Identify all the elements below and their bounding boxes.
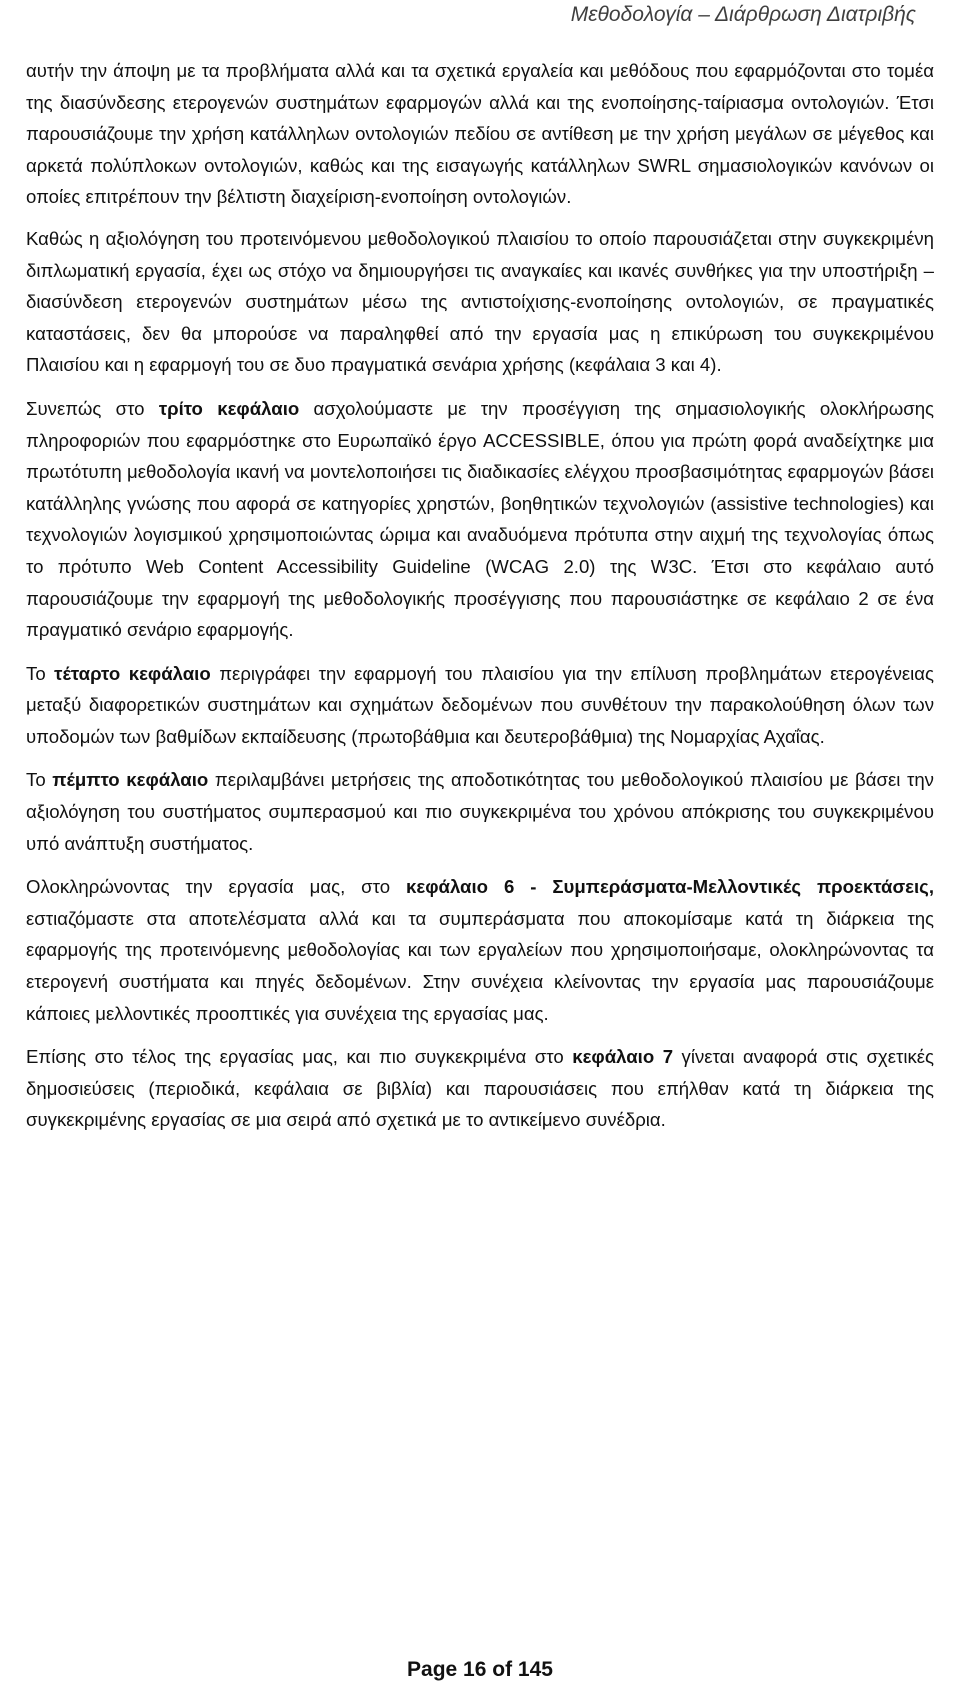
- paragraph-chapter-7-body: γίνεται αναφορά στις σχετικές δημοσιεύσεις (περιοδικά, κεφάλαια σε βιβλία) και παρουσιάσεις που επήλθαν κατά τη διάρκεια της συγκεκριμένης εργασίας σε μια σειρά από σχετικά με το αντικείμενο συνέδρια.: [26, 1046, 935, 1131]
- paragraph-chapter-3-lead: Συνεπώς στο: [26, 397, 159, 419]
- paragraph-chapter-3-highlight: τρίτο κεφάλαιο: [158, 397, 300, 419]
- paragraph-chapter-7: [26, 1041, 934, 1136]
- paragraph-evaluation: Καθώς η αξιολόγηση του προτεινόμενου μεθοδολογικού πλαισίου το οποίο παρουσιάζεται στην συγκεκριμένη διπλωματική εργασία, έχει ως στόχο να δημιουργήσει τις αναγκαίες και ικανές συνθήκες για την υποστήριξη – διασύνδεση ετερογενών συστημάτων μέσω της αντιστοίχισης-ενοποίησης οντολογιών, σε πραγματικές καταστάσεις, δεν θα μπορούσε να παραληφθεί από την εργασία μας η επικύρωση του συγκεκριμένου Πλαισίου και η εφαρμογή του σε δυο πραγματικά σενάρια χρήσης (κεφάλαια 3 και 4).: [26, 227, 934, 376]
- paragraph-chapter-7-lead: Επίσης στο τέλος της εργασίας μας, και πιο συγκεκριμένα στο: [26, 1046, 573, 1068]
- paragraph-chapter-6-body: εστιαζόμαστε στα αποτελέσματα αλλά και τα συμπεράσματα που αποκομίσαμε κατά τη διάρκεια της εφαρμογής της προτεινόμενης μεθοδολογίας και των εργαλείων που χρησιμοποιήσαμε, ολοκληρώνοντας τα ετερογενή συστήματα και πηγές δεδομένων. Στην συνέχεια κλείνοντας την εργασία μας παρουσιάζουμε κάποιες μελλοντικές προοπτικές για συνέχεια της εργασίας μας.: [26, 907, 934, 1024]
- paragraph-chapter-5-body: περιλαμβάνει μετρήσεις της αποδοτικότητας του μεθοδολογικού πλαισίου με βάσει την αξιολόγηση του συστήματος συμπερασμού και πιο συγκεκριμένα του χρόνου απόκρισης του συγκεκριμένου υπό ανάπτυξη συστήματος.: [26, 769, 934, 854]
- paragraph-chapter-3: [26, 393, 934, 646]
- paragraph-chapter-4-highlight: τέταρτο κεφάλαιο: [54, 662, 211, 684]
- paragraph-chapter-4-body: περιγράφει την εφαρμογή του πλαισίου για την επίλυση προβλημάτων ετερογένειας μεταξύ διαφορετικών συστημάτων και σχημάτων δεδομένων που συνθέτουν την παρακολούθηση όλων των υποδομών των βαθμίδων εκπαίδευσης (πρωτοβάθμια και δευτεροβάθμια) της Νομαρχίας Αχαΐας.: [26, 662, 935, 747]
- paragraph-chapter-6: [26, 871, 934, 1029]
- paragraph-chapter-5-lead: Το: [26, 769, 53, 791]
- paragraph-ontology-usage: αυτήν την άποψη με τα προβλήματα αλλά και τα σχετικά εργαλεία και μεθόδους που εφαρμόζονται στο τομέα της διασύνδεσης ετερογενών συστημάτων εφαρμογών αλλά και της ενοποίησης-ταίριασμα οντολογιών. Έτσι παρουσιάζουμε την χρήση κατάλληλων οντολογιών πεδίου σε αντίθεση με την χρήση μεγάλων σε μέγεθος και αρκετά πολύπλοκων οντολογιών, καθώς και της εισαγωγής κατάλληλων SWRL σημασιολογικών κανόνων οι οποίες επιτρέπουν την βέλτιστη διαχείριση-ενοποίηση οντολογιών.: [26, 60, 934, 208]
- paragraph-chapter-5: [26, 764, 934, 859]
- paragraph-chapter-5-highlight: πέμπτο κεφάλαιο: [52, 769, 209, 791]
- paragraph-chapter-6-highlight: κεφάλαιο 6 - Συμπεράσματα-Μελλοντικές προεκτάσεις,: [406, 876, 934, 898]
- body-text: [26, 55, 934, 1148]
- paragraph-chapter-4-lead: Το: [26, 662, 55, 684]
- page-footer: Page 16 of 145: [407, 1658, 553, 1681]
- paragraph-chapter-6-lead: Ολοκληρώνοντας την εργασία μας, στο: [26, 876, 407, 898]
- paragraph-chapter-4: [26, 658, 934, 753]
- paragraph-chapter-7-highlight: κεφάλαιο 7: [572, 1046, 674, 1068]
- running-header: Μεθοδολογία – Διάρθρωση Διατριβής: [570, 3, 916, 26]
- paragraph-chapter-3-body: ασχολούμαστε με την προσέγγιση της σημασιολογικής ολοκλήρωσης πληροφοριών που εφαρμόστηκε στο Ευρωπαϊκό έργο ACCESSIBLE, όπου για πρώτη φορά αναδείχτηκε μια πρωτότυπη μεθοδολογία ικανή να μοντελοποιήσει τις διαδικασίες ελέγχου προσβασιμότητας εφαρμογών βάσει κατάλληλης γνώσης που αφορά σε κατηγορίες χρηστών, βοηθητικών τεχνολογιών (assistive technologies) και τεχνολογιών λογισμικού χρησιμοποιώντας ώριμα και αναδυόμενα πρότυπα στην αιχμή της τεχνολογίας όπως το πρότυπο Web Content Accessibility Guideline (WCAG 2.0) της W3C. Έτσι στο κεφάλαιο αυτό παρουσιάζουμε την εφαρμογή της μεθοδολογικής προσέγγισης που παρουσιάστηκε σε κεφάλαιο 2 σε ένα πραγματικό σενάριο εφαρμογής.: [26, 397, 935, 641]
